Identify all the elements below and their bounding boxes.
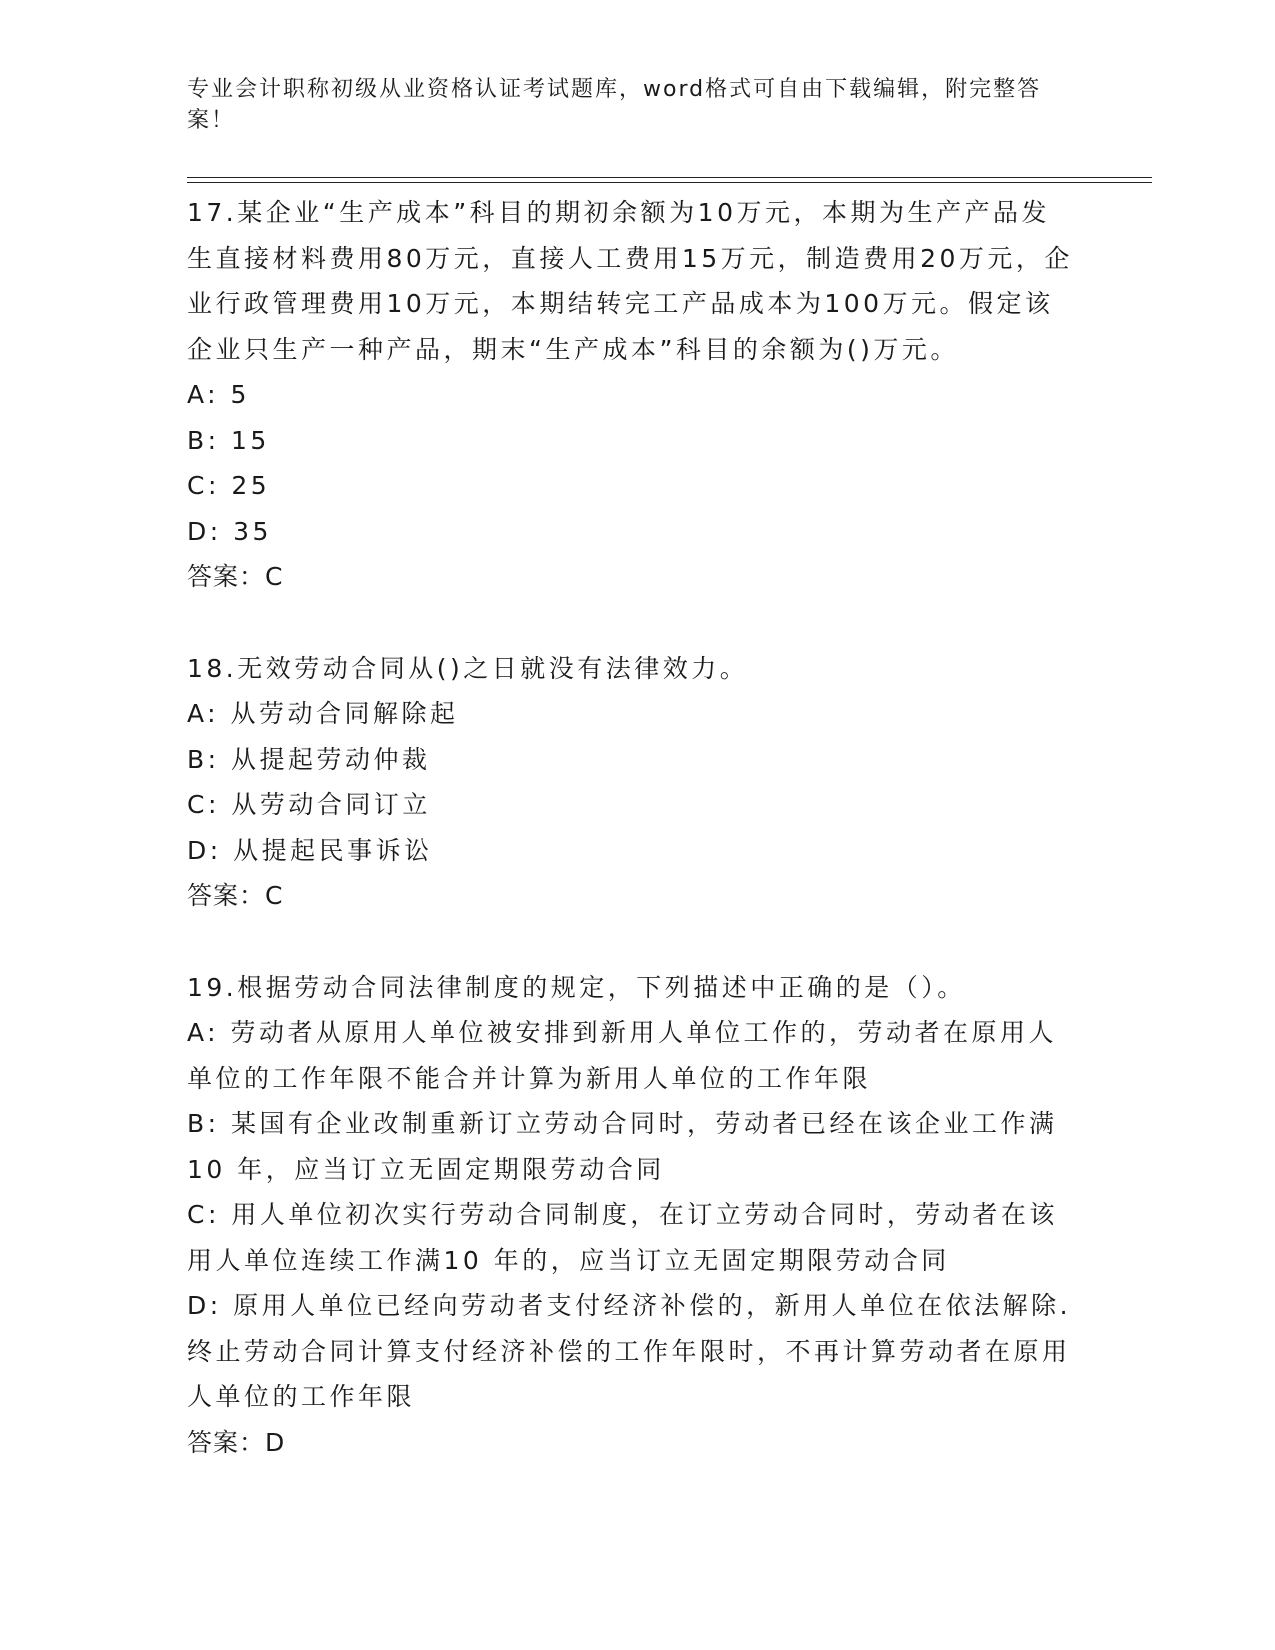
- answer: 答案：C: [187, 562, 284, 591]
- header-divider-bottom: [187, 182, 1152, 183]
- answer: 答案：D: [187, 1427, 286, 1457]
- option-b: B: 某国有企业改制重新订立劳动合同时，劳动者已经在该企业工作满10 年，应当订立无固定期限劳动合同: [187, 1109, 1058, 1184]
- question-18: [187, 646, 1077, 919]
- answer: 答案：C: [187, 881, 284, 910]
- question-19: [187, 965, 1077, 1466]
- option-b: B: 从提起劳动仲裁: [187, 744, 431, 774]
- question-text: 18.无效劳动合同从()之日就没有法律效力。: [187, 653, 749, 683]
- question-text: 17.某企业“生产成本”科目的期初余额为10万元，本期为生产产品发生直接材料费用80万元，直接人工费用15万元，制造费用20万元，企业行政管理费用10万元，本期结转完工产品成本为100万元。假定该企业只生产一种产品，期末“生产成本”科目的余额为()万元。: [187, 198, 1073, 364]
- option-c: C: 25: [187, 471, 271, 500]
- option-a: A: 劳动者从原用人单位被安排到新用人单位工作的，劳动者在原用人单位的工作年限不能合并计算为新用人单位的工作年限: [187, 1018, 1058, 1093]
- option-a: A: 5: [187, 380, 250, 409]
- question-text: 19.根据劳动合同法律制度的规定，下列描述中正确的是（）。: [187, 972, 966, 1002]
- option-d: D: 35: [187, 516, 272, 546]
- page-header: 专业会计职称初级从业资格认证考试题库，word格式可自由下载编辑，附完整答案！: [187, 77, 1042, 133]
- header-divider-top: [187, 177, 1152, 178]
- question-17: [187, 190, 1077, 600]
- option-a: A: 从劳动合同解除起: [187, 699, 459, 728]
- option-d: D: 从提起民事诉讼: [187, 835, 433, 865]
- question-list: [187, 190, 1077, 1511]
- option-d: D: 原用人单位已经向劳动者支付经济补偿的，新用人单位在依法解除.终止劳动合同计算支付经济补偿的工作年限时，不再计算劳动者在原用人单位的工作年限: [187, 1291, 1072, 1411]
- option-c: C: 用人单位初次实行劳动合同制度，在订立劳动合同时，劳动者在该用人单位连续工作满10 年的，应当订立无固定期限劳动合同: [187, 1200, 1058, 1275]
- option-c: C: 从劳动合同订立: [187, 790, 431, 819]
- option-b: B: 15: [187, 425, 270, 455]
